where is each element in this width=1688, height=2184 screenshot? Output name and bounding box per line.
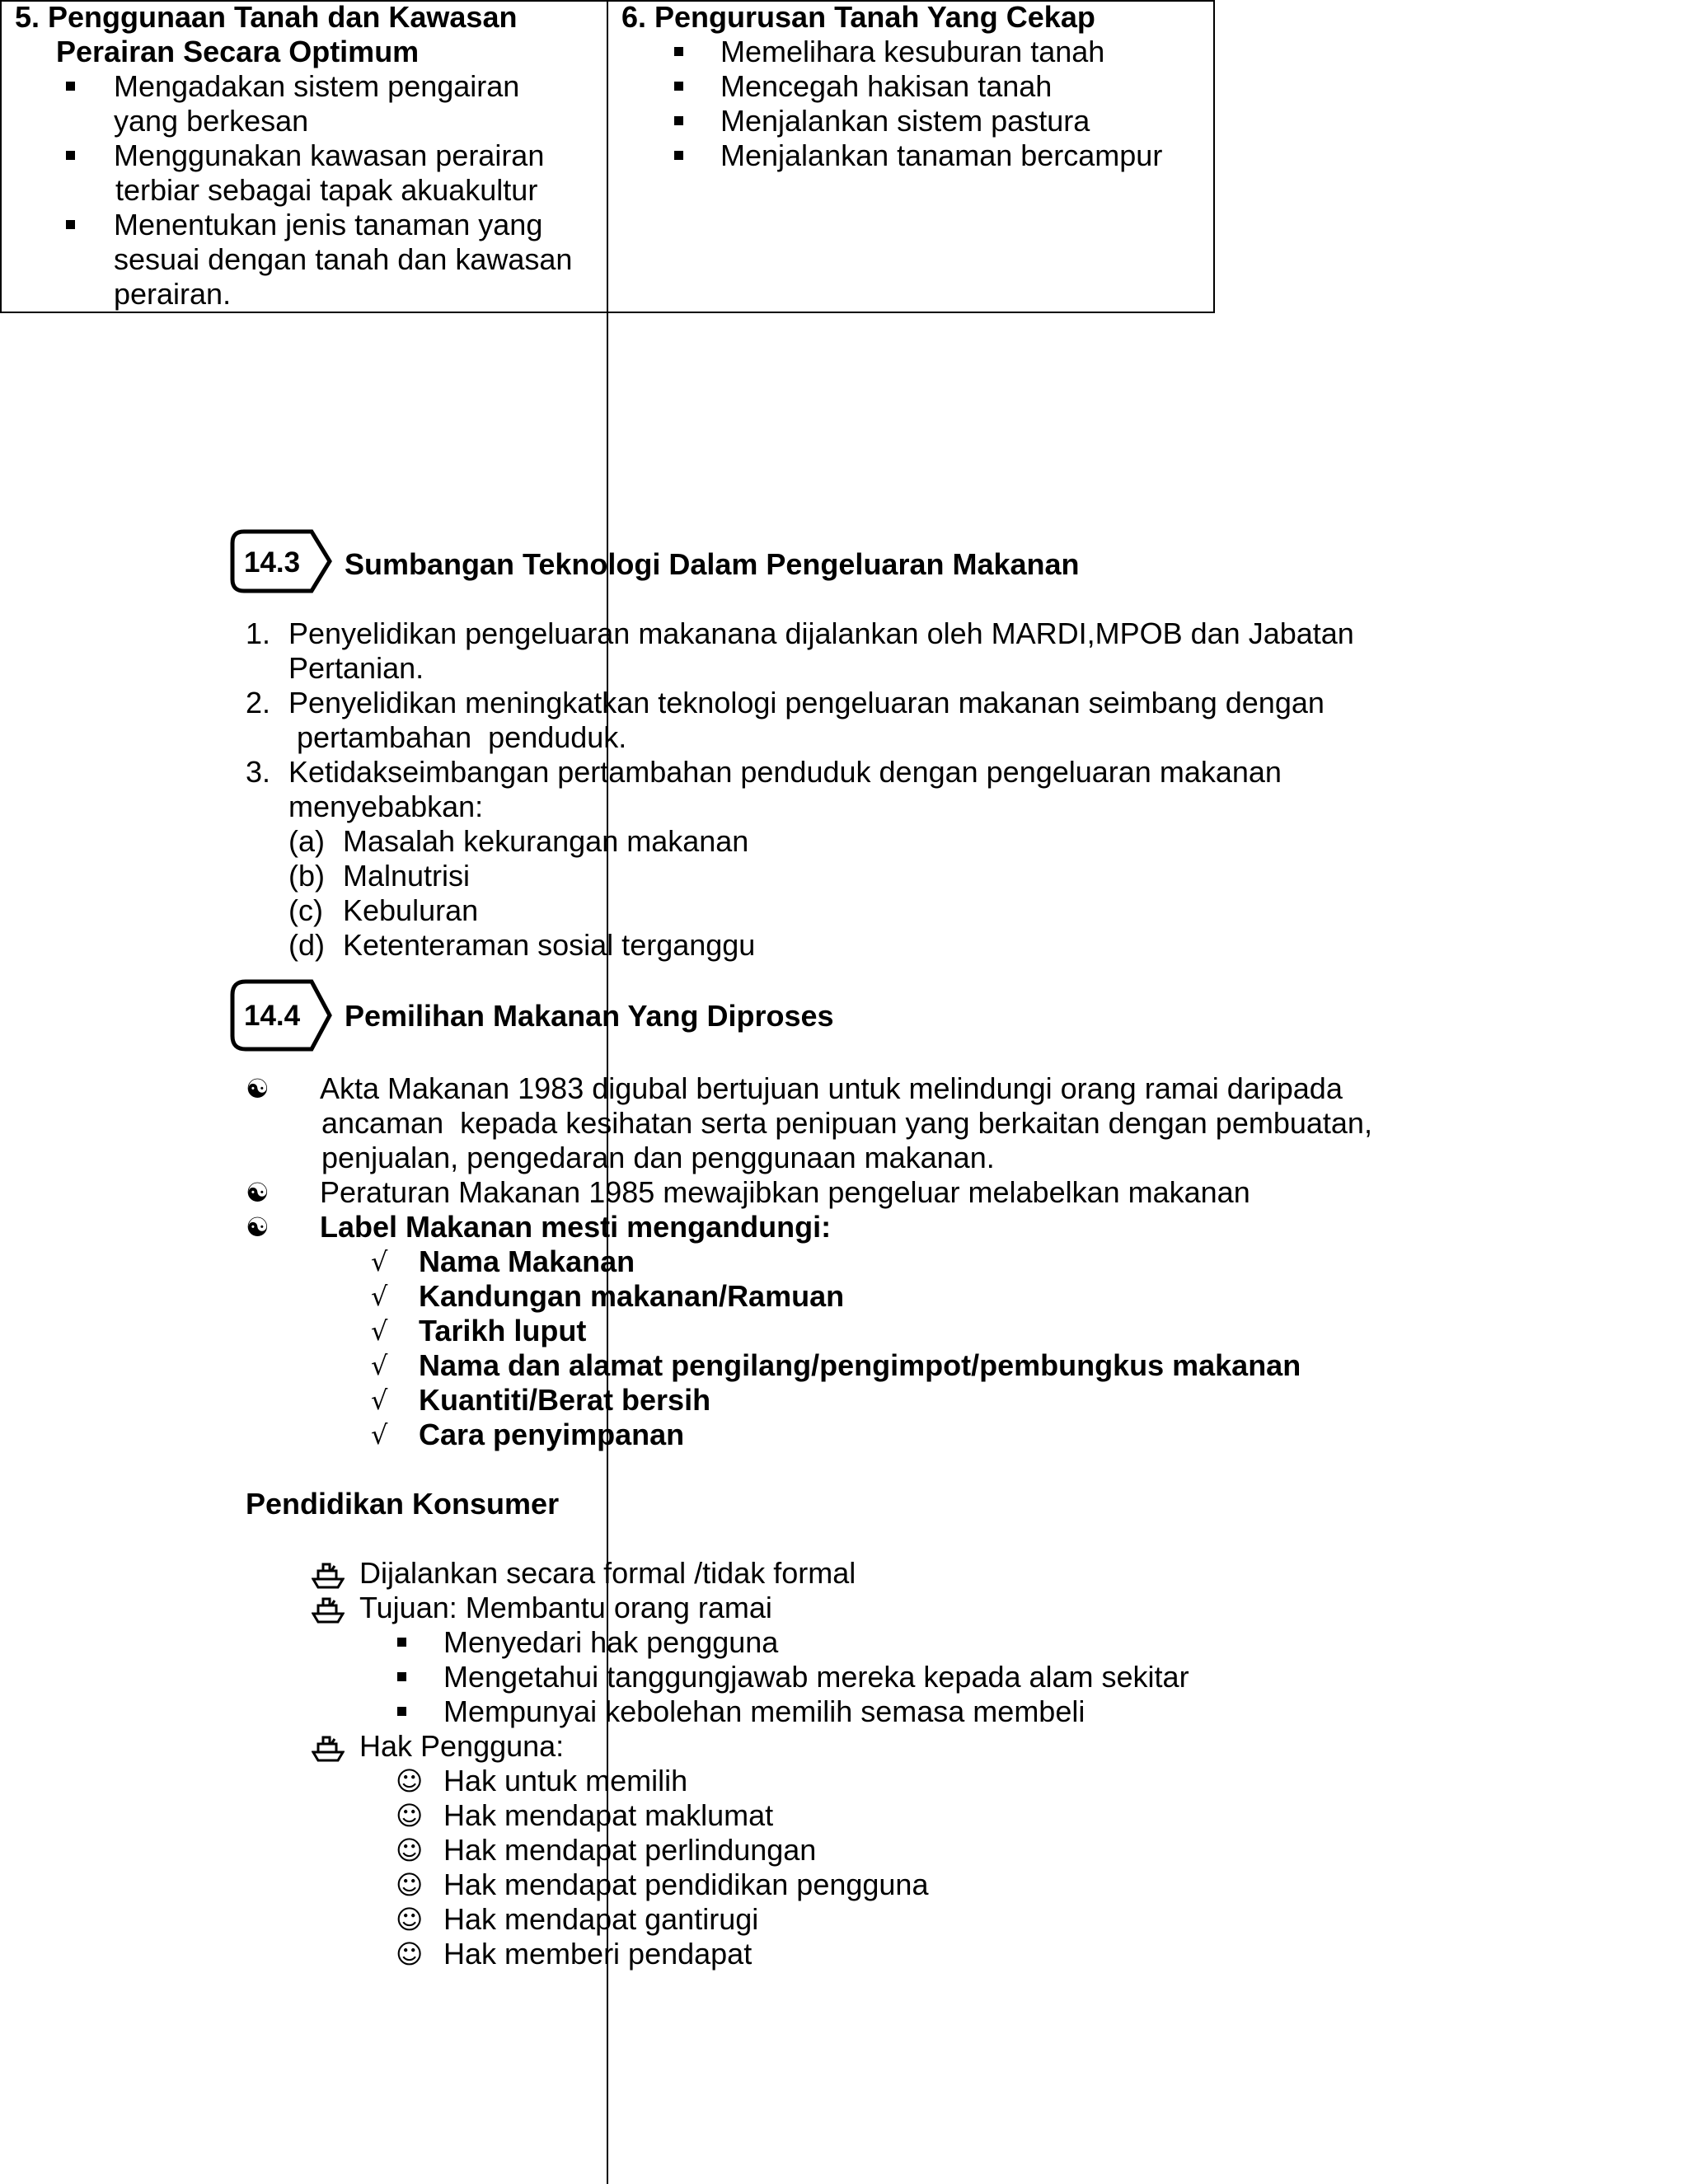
square-bullet-icon — [397, 1707, 406, 1716]
consumer-item-3: Hak Pengguna: — [359, 1729, 565, 1763]
check-item-6: Cara penyimpanan — [419, 1418, 685, 1451]
list-item-2-line2: pertambahan penduduk. — [288, 720, 627, 754]
check-item-2: Kandungan makanan/Ramuan — [419, 1279, 845, 1313]
right-cell-title: 6. Pengurusan Tanah Yang Cekap — [621, 0, 1095, 34]
section-title-14-4: Pemilihan Makanan Yang Diproses — [345, 999, 834, 1033]
right-bullet-1: Memelihara kesuburan tanah — [720, 35, 1105, 68]
check-item-5: Kuantiti/Berat bersih — [419, 1383, 711, 1417]
check-icon: √ — [371, 1419, 388, 1451]
square-bullet-icon — [66, 82, 75, 91]
left-bullet-2-line1: Menggunakan kawasan perairan — [114, 138, 545, 172]
check-icon: √ — [371, 1385, 388, 1416]
square-bullet-icon — [66, 220, 75, 229]
left-bullet-1-line2: yang berkesan — [114, 104, 309, 138]
left-bullet-3-line1: Menentukan jenis tanaman yang — [114, 208, 543, 241]
list-number-3: 3. — [246, 755, 271, 789]
act-1983-line3: penjualan, pengedaran dan penggunaan makanan. — [321, 1141, 995, 1174]
square-bullet-icon — [674, 47, 683, 56]
smiley-icon: ☺ — [396, 1800, 424, 1831]
list-item-3-line1: Ketidakseimbangan pertambahan penduduk dengan pengeluaran makanan — [288, 755, 1282, 789]
right-item-2: Hak mendapat maklumat — [443, 1798, 774, 1832]
left-bullet-2-line2: terbiar sebagai tapak akuakultur — [115, 173, 538, 207]
section-badge-14-3 — [229, 527, 336, 595]
square-bullet-icon — [66, 151, 75, 160]
square-bullet-icon — [674, 82, 683, 91]
check-icon: √ — [371, 1350, 388, 1381]
subitem-b: Malnutrisi — [343, 859, 471, 893]
right-item-6: Hak memberi pendapat — [443, 1937, 753, 1971]
smiley-icon: ☺ — [396, 1904, 424, 1935]
left-bullet-1-line1: Mengadakan sistem pengairan — [114, 69, 520, 103]
right-bullet-4: Menjalankan tanaman bercampur — [720, 138, 1163, 172]
consumer-item-1: Dijalankan secara formal /tidak formal — [359, 1556, 856, 1590]
regulation-1985: Peraturan Makanan 1985 mewajibkan pengeluar melabelkan makanan — [320, 1175, 1250, 1209]
smiley-icon: ☺ — [396, 1765, 424, 1797]
left-bullet-3-line3: perairan. — [114, 277, 232, 311]
right-item-3: Hak mendapat perlindungan — [443, 1833, 817, 1867]
ship-icon — [312, 1561, 345, 1589]
subitem-label-c: (c) — [288, 893, 323, 927]
left-cell-title-line2: Perairan Secara Optimum — [56, 35, 420, 68]
right-item-5: Hak mendapat gantirugi — [443, 1902, 759, 1936]
section-title-14-3: Sumbangan Teknologi Dalam Pengeluaran Makanan — [345, 547, 1080, 581]
list-number-1: 1. — [246, 616, 271, 650]
subitem-d: Ketenteraman sosial terganggu — [343, 928, 756, 962]
left-cell-title-line1: 5. Penggunaan Tanah dan Kawasan — [15, 0, 518, 34]
right-item-4: Hak mendapat pendidikan pengguna — [443, 1868, 929, 1901]
list-item-1-line2: Pertanian. — [288, 651, 424, 685]
list-item-1-line1: Penyelidikan pengeluaran makanana dijalankan oleh MARDI,MPOB dan Jabatan — [288, 616, 1354, 650]
subitem-label-d: (d) — [288, 928, 325, 962]
land-use-table — [0, 0, 1215, 313]
list-item-3-line2: menyebabkan: — [288, 790, 484, 823]
tujuan-item-2: Mengetahui tanggungjawab mereka kepada alam sekitar — [443, 1660, 1189, 1694]
smiley-icon: ☺ — [396, 1835, 424, 1866]
list-number-2: 2. — [246, 686, 271, 719]
check-icon: √ — [371, 1315, 388, 1347]
label-requirements-heading: Label Makanan mesti mengandungi: — [320, 1210, 832, 1244]
check-icon: √ — [371, 1246, 388, 1277]
subitem-label-b: (b) — [288, 859, 325, 893]
subitem-a: Masalah kekurangan makanan — [343, 824, 749, 858]
section-number: 14.4 — [244, 1000, 301, 1032]
left-bullet-3-line2: sesuai dengan tanah dan kawasan — [114, 242, 573, 276]
yin-yang-icon: ☯ — [246, 1212, 270, 1243]
list-item-2-line1: Penyelidikan meningkatkan teknologi pengeluaran makanan seimbang dengan — [288, 686, 1325, 719]
check-item-4: Nama dan alamat pengilang/pengimpot/pembungkus makanan — [419, 1348, 1301, 1382]
right-bullet-3: Menjalankan sistem pastura — [720, 104, 1090, 138]
consumer-heading: Pendidikan Konsumer — [246, 1487, 560, 1521]
tujuan-item-1: Menyedari hak pengguna — [443, 1625, 779, 1659]
act-1983-line1: Akta Makanan 1983 digubal bertujuan untuk melindungi orang ramai daripada — [320, 1071, 1343, 1105]
square-bullet-icon — [674, 151, 683, 160]
ship-icon — [312, 1596, 345, 1624]
smiley-icon: ☺ — [396, 1869, 424, 1900]
yin-yang-icon: ☯ — [246, 1177, 270, 1208]
section-badge-14-4 — [229, 977, 336, 1053]
check-item-1: Nama Makanan — [419, 1244, 635, 1278]
square-bullet-icon — [397, 1638, 406, 1647]
yin-yang-icon: ☯ — [246, 1073, 270, 1104]
right-bullet-2: Mencegah hakisan tanah — [720, 69, 1053, 103]
subitem-label-a: (a) — [288, 824, 325, 858]
consumer-item-2: Tujuan: Membantu orang ramai — [359, 1591, 772, 1624]
act-1983-line2: ancaman kepada kesihatan serta penipuan yang berkaitan dengan pembuatan, — [321, 1106, 1372, 1140]
tujuan-item-3: Mempunyai kebolehan memilih semasa membeli — [443, 1694, 1085, 1728]
square-bullet-icon — [674, 116, 683, 125]
section-number: 14.3 — [244, 546, 301, 579]
smiley-icon: ☺ — [396, 1938, 424, 1970]
check-icon: √ — [371, 1281, 388, 1312]
square-bullet-icon — [397, 1672, 406, 1681]
right-item-1: Hak untuk memilih — [443, 1764, 688, 1797]
subitem-c: Kebuluran — [343, 893, 479, 927]
ship-icon — [312, 1734, 345, 1762]
check-item-3: Tarikh luput — [419, 1314, 587, 1347]
